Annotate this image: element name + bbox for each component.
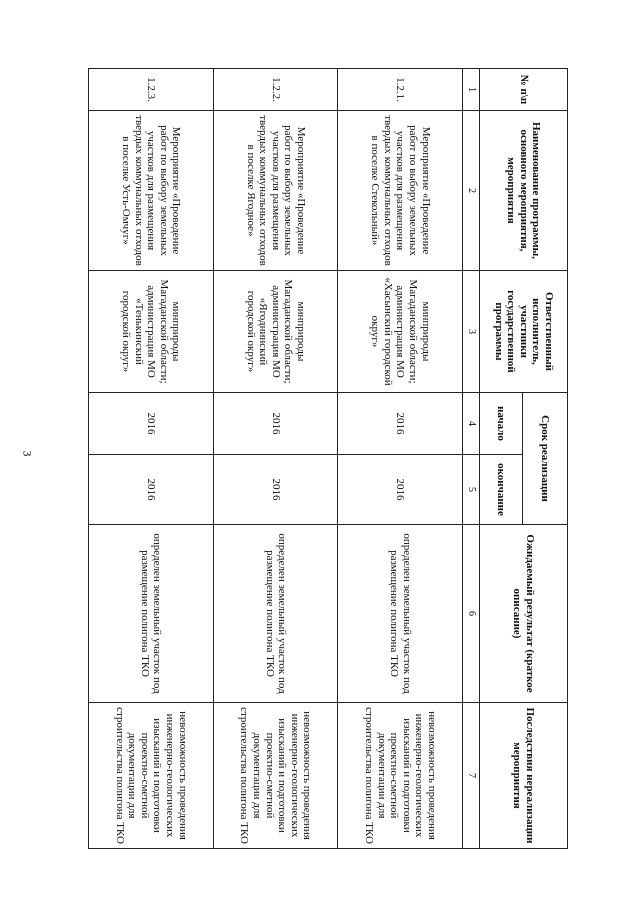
column-number: 2: [463, 111, 480, 271]
header-end: окончание: [480, 455, 523, 525]
row-start: 2016: [338, 393, 463, 455]
row-executor: минприроды Магаданской области; администрация МО «Тенькинский городской округ»: [89, 271, 214, 393]
row-executor: минприроды Магаданской области; администрация МО «Ягоднинский городской округ»: [213, 271, 338, 393]
header-result: Ожидаемый результат (краткое описание): [480, 525, 568, 703]
row-name: Мероприятие «Проведение работ по выбору земельных участков для размещения твердых коммунальных отходов в поселке Усть-Омчуг»: [89, 111, 214, 271]
row-result: определен земельный участок под размещение полигона ТКО: [213, 525, 338, 703]
header-number: № п\п: [480, 69, 568, 111]
row-name: Мероприятие «Проведение работ по выбору земельных участков для размещения твердых коммунальных отходов в поселке Стекольный»: [338, 111, 463, 271]
row-consequence: невозможность проведения инженерно-геологических изысканий и подготовки проектно-сметной документации для строительства полигона ТКО: [89, 703, 214, 849]
row-executor: минприроды Магаданской области; администрация МО «Хасынский городской округ»: [338, 271, 463, 393]
header-start: начало: [480, 393, 523, 455]
program-activities-table: [88, 68, 568, 849]
column-number: 1: [463, 69, 480, 111]
column-number: 3: [463, 271, 480, 393]
column-number: 6: [463, 525, 480, 703]
page-number: 3: [20, 450, 35, 457]
table-row: [213, 69, 338, 849]
header-name: Наименование программы, основного мероприятия, мероприятия: [480, 111, 568, 271]
row-number: 1.2.3.: [89, 69, 214, 111]
column-number: 7: [463, 703, 480, 849]
row-start: 2016: [213, 393, 338, 455]
column-number: 4: [463, 393, 480, 455]
row-result: определен земельный участок под размещение полигона ТКО: [338, 525, 463, 703]
rotated-table-wrapper: [88, 68, 568, 848]
row-start: 2016: [89, 393, 214, 455]
table-row: [338, 69, 463, 849]
row-end: 2016: [213, 455, 338, 525]
row-result: определен земельный участок под размещение полигона ТКО: [89, 525, 214, 703]
row-consequence: невозможность проведения инженерно-геологических изысканий и подготовки проектно-сметной документации для строительства полигона ТКО: [213, 703, 338, 849]
header-executor: Ответственный исполнитель, участники государственной программы: [480, 271, 568, 393]
row-consequence: невозможность проведения инженерно-геологических изысканий и подготовки проектно-сметной документации для строительства полигона ТКО: [338, 703, 463, 849]
header-term-group: Срок реализации: [523, 393, 568, 525]
header-consequence: Последствия нереализации мероприятия: [480, 703, 568, 849]
row-end: 2016: [338, 455, 463, 525]
row-number: 1.2.2.: [213, 69, 338, 111]
row-number: 1.2.1.: [338, 69, 463, 111]
row-end: 2016: [89, 455, 214, 525]
column-number: 5: [463, 455, 480, 525]
row-name: Мероприятие «Проведение работ по выбору земельных участков для размещения твердых коммунальных отходов в поселке Ягодное»: [213, 111, 338, 271]
table-row: [89, 69, 214, 849]
